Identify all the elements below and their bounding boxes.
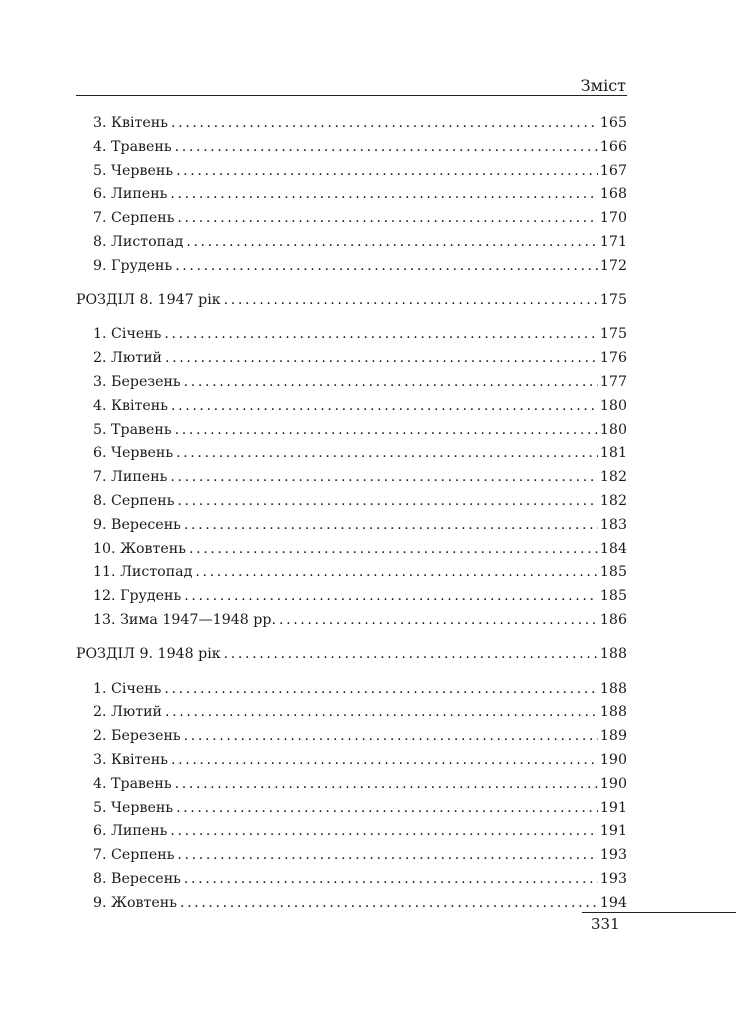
dot-leader bbox=[175, 136, 598, 160]
toc-entry-label: 2. Лютий bbox=[93, 350, 162, 367]
toc-entry-page: 189 bbox=[599, 728, 627, 745]
dot-leader bbox=[184, 514, 598, 538]
toc-entry[interactable] bbox=[76, 797, 627, 821]
dot-leader bbox=[177, 844, 597, 868]
toc-entry-label: 2. Березень bbox=[93, 728, 181, 745]
toc-entry[interactable] bbox=[76, 538, 627, 562]
toc-entry-page: 181 bbox=[599, 445, 627, 462]
dot-leader bbox=[176, 797, 598, 821]
toc-entry-label: 7. Липень bbox=[93, 469, 168, 486]
dot-leader bbox=[184, 725, 598, 749]
toc-entry[interactable] bbox=[76, 347, 627, 371]
toc-entry-page: 191 bbox=[599, 823, 627, 840]
toc-entry-label: 3. Березень bbox=[93, 373, 181, 390]
dot-leader bbox=[175, 255, 598, 279]
toc-entry[interactable] bbox=[76, 231, 627, 255]
toc-entry[interactable] bbox=[76, 419, 627, 443]
toc-entry-page: 194 bbox=[599, 894, 627, 911]
toc-entry[interactable] bbox=[76, 725, 627, 749]
dot-leader bbox=[171, 395, 598, 419]
toc-entry-page: 186 bbox=[599, 611, 627, 628]
toc-entry-page: 180 bbox=[599, 397, 627, 414]
toc-entry-label: 8. Листопад bbox=[93, 233, 184, 250]
toc-entry-page: 188 bbox=[599, 680, 627, 697]
toc-section-entry[interactable] bbox=[76, 289, 627, 313]
toc-entry-page: 188 bbox=[599, 646, 627, 663]
dot-leader bbox=[175, 419, 598, 443]
toc-entry-label: РОЗДІЛ 9. 1948 рік bbox=[76, 646, 221, 663]
toc-entry[interactable] bbox=[76, 514, 627, 538]
toc-entry[interactable] bbox=[76, 183, 627, 207]
toc-entry-label: 5. Червень bbox=[93, 162, 174, 179]
toc-entry[interactable] bbox=[76, 255, 627, 279]
dot-leader bbox=[175, 773, 598, 797]
toc-entry-label: 9. Грудень bbox=[93, 257, 173, 274]
dot-leader bbox=[170, 183, 598, 207]
toc-entry-page: 165 bbox=[599, 115, 627, 131]
toc-entry-label: 5. Травень bbox=[93, 421, 172, 438]
dot-leader bbox=[184, 585, 598, 609]
toc-entry-page: 168 bbox=[599, 186, 627, 203]
header-rule bbox=[76, 95, 627, 96]
toc-entry[interactable] bbox=[76, 820, 627, 844]
dot-leader bbox=[180, 892, 598, 916]
toc-entry-page: 183 bbox=[599, 516, 627, 533]
toc-entry-label: 8. Серпень bbox=[93, 492, 175, 509]
toc-entry-page: 191 bbox=[599, 799, 627, 816]
toc-entry-label: 10. Жовтень bbox=[93, 540, 186, 557]
toc-entry[interactable] bbox=[76, 112, 627, 136]
toc-item-group bbox=[76, 323, 627, 632]
toc-entry-label: 9. Жовтень bbox=[93, 894, 177, 911]
dot-leader bbox=[177, 207, 597, 231]
toc-entry-page: 182 bbox=[599, 492, 627, 509]
toc-entry[interactable] bbox=[76, 868, 627, 892]
toc-entry-label: 2. Лютий bbox=[93, 704, 162, 721]
toc-entry-label: 11. Листопад bbox=[93, 564, 193, 581]
dot-leader bbox=[164, 323, 598, 347]
toc-entry-label: 9. Вересень bbox=[93, 516, 181, 533]
toc-entry-page: 185 bbox=[599, 588, 627, 605]
dot-leader bbox=[165, 701, 598, 725]
toc-entry-label: 6. Липень bbox=[93, 823, 168, 840]
toc-entry-page: 177 bbox=[599, 373, 627, 390]
dot-leader bbox=[224, 643, 598, 667]
dot-leader bbox=[177, 490, 597, 514]
toc-entry[interactable] bbox=[76, 561, 627, 585]
toc-entry-page: 171 bbox=[599, 233, 627, 250]
toc-entry[interactable] bbox=[76, 466, 627, 490]
dot-leader bbox=[186, 231, 598, 255]
toc-entry-label: 6. Червень bbox=[93, 445, 174, 462]
dot-leader bbox=[184, 868, 598, 892]
toc-entry[interactable] bbox=[76, 609, 627, 633]
toc-entry[interactable] bbox=[76, 701, 627, 725]
toc-entry[interactable] bbox=[76, 490, 627, 514]
toc-entry-label: 7. Серпень bbox=[93, 847, 175, 864]
toc-item-group bbox=[76, 112, 627, 279]
dot-leader bbox=[189, 538, 598, 562]
toc-section bbox=[76, 289, 627, 313]
toc-entry-page: 175 bbox=[599, 292, 627, 309]
dot-leader bbox=[171, 112, 598, 136]
running-header-title: Зміст bbox=[580, 76, 626, 95]
dot-leader bbox=[279, 609, 598, 633]
toc-entry-label: 4. Травень bbox=[93, 775, 172, 792]
table-of-contents bbox=[76, 112, 627, 926]
toc-entry-label: РОЗДІЛ 8. 1947 рік bbox=[76, 292, 221, 309]
toc-entry[interactable] bbox=[76, 678, 627, 702]
toc-entry[interactable] bbox=[76, 442, 627, 466]
toc-entry-label: 13. Зима 1947—1948 рр. bbox=[93, 611, 276, 628]
toc-entry-page: 167 bbox=[599, 162, 627, 179]
toc-entry-page: 176 bbox=[599, 350, 627, 367]
toc-entry-page: 182 bbox=[599, 469, 627, 486]
toc-entry-page: 184 bbox=[599, 540, 627, 557]
toc-entry-label: 6. Липень bbox=[93, 186, 168, 203]
toc-entry[interactable] bbox=[76, 395, 627, 419]
toc-entry-page: 170 bbox=[599, 210, 627, 227]
toc-entry-label: 3. Квітень bbox=[93, 751, 168, 768]
toc-entry[interactable] bbox=[76, 892, 627, 916]
page-number: 331 bbox=[591, 915, 620, 933]
toc-entry[interactable] bbox=[76, 585, 627, 609]
toc-entry-page: 190 bbox=[599, 775, 627, 792]
dot-leader bbox=[171, 749, 598, 773]
toc-entry-page: 193 bbox=[599, 847, 627, 864]
toc-entry[interactable] bbox=[76, 749, 627, 773]
toc-entry-page: 188 bbox=[599, 704, 627, 721]
dot-leader bbox=[195, 561, 598, 585]
footer-rule bbox=[582, 912, 736, 913]
toc-entry-label: 3. Квітень bbox=[93, 115, 168, 131]
toc-item-group bbox=[76, 678, 627, 916]
toc-entry-label: 8. Вересень bbox=[93, 870, 181, 887]
toc-entry[interactable] bbox=[76, 207, 627, 231]
toc-entry[interactable] bbox=[76, 160, 627, 184]
toc-entry[interactable] bbox=[76, 323, 627, 347]
toc-entry-page: 175 bbox=[599, 326, 627, 343]
dot-leader bbox=[224, 289, 598, 313]
toc-section bbox=[76, 643, 627, 667]
dot-leader bbox=[164, 678, 598, 702]
dot-leader bbox=[176, 160, 598, 184]
dot-leader bbox=[184, 371, 598, 395]
toc-entry[interactable] bbox=[76, 136, 627, 160]
toc-entry-page: 193 bbox=[599, 870, 627, 887]
toc-entry-page: 190 bbox=[599, 751, 627, 768]
toc-entry-page: 180 bbox=[599, 421, 627, 438]
dot-leader bbox=[170, 466, 598, 490]
toc-entry-page: 166 bbox=[599, 138, 627, 155]
toc-entry[interactable] bbox=[76, 844, 627, 868]
toc-entry-label: 7. Серпень bbox=[93, 210, 175, 227]
toc-entry-label: 5. Червень bbox=[93, 799, 174, 816]
toc-entry-label: 12. Грудень bbox=[93, 588, 182, 605]
dot-leader bbox=[176, 442, 598, 466]
toc-entry-label: 1. Січень bbox=[93, 326, 162, 343]
dot-leader bbox=[170, 820, 598, 844]
toc-entry[interactable] bbox=[76, 773, 627, 797]
toc-entry-page: 172 bbox=[599, 257, 627, 274]
toc-entry-label: 4. Травень bbox=[93, 138, 172, 155]
toc-entry-page: 185 bbox=[599, 564, 627, 581]
toc-entry-label: 4. Квітень bbox=[93, 397, 168, 414]
toc-section-entry[interactable] bbox=[76, 643, 627, 667]
toc-entry[interactable] bbox=[76, 371, 627, 395]
dot-leader bbox=[165, 347, 598, 371]
toc-entry-label: 1. Січень bbox=[93, 680, 162, 697]
